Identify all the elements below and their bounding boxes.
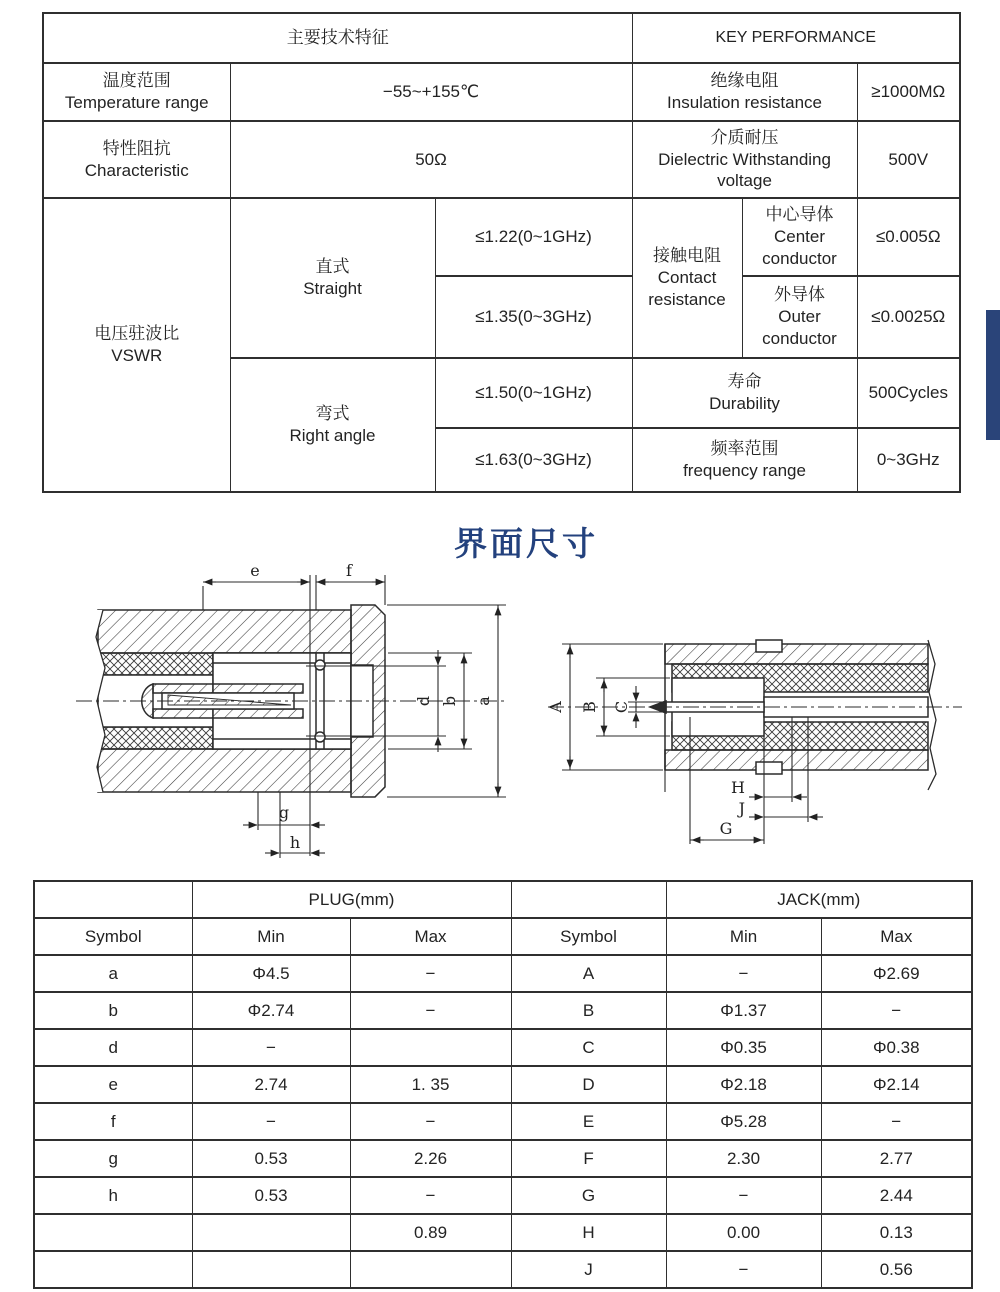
dim-table-cell: B bbox=[511, 992, 666, 1029]
dim-table-cell: b bbox=[34, 992, 192, 1029]
dim-table-cell: Φ5.28 bbox=[666, 1103, 821, 1140]
impedance-value: 50Ω bbox=[230, 121, 632, 198]
dim-table-cell: Φ0.38 bbox=[821, 1029, 972, 1066]
vswr-straight-label bbox=[230, 198, 435, 358]
vswr-right-angle-label-cn: 弯式 bbox=[315, 404, 350, 424]
dim-table-cell: 2.74 bbox=[192, 1066, 350, 1103]
vswr-right-angle-label-en: Right angle bbox=[289, 426, 376, 445]
spec-title-cn: 主要技术特征 bbox=[43, 13, 632, 63]
dim-table-cell: − bbox=[666, 955, 821, 992]
dim-table-cell: Φ2.14 bbox=[821, 1066, 972, 1103]
contact-resistance-label bbox=[632, 198, 742, 358]
impedance-label-en: Characteristic bbox=[84, 160, 189, 180]
plug-dim-label-a: a bbox=[474, 696, 493, 706]
dim-table-blank bbox=[511, 881, 666, 918]
dim-table-row bbox=[34, 1103, 972, 1140]
dim-table-cell: C bbox=[511, 1029, 666, 1066]
dim-table-cell: − bbox=[350, 1103, 511, 1140]
insulation-label-cn: 绝缘电阻 bbox=[710, 71, 779, 91]
dielectric-label-en: Dielectric Withstanding voltage bbox=[658, 149, 831, 191]
dim-table-cell: Φ2.74 bbox=[192, 992, 350, 1029]
dim-table-cell bbox=[192, 1251, 350, 1288]
plug-cross-section-drawing bbox=[58, 553, 520, 871]
dim-table-cell: 1. 35 bbox=[350, 1066, 511, 1103]
insulation-value: ≥1000MΩ bbox=[857, 63, 960, 121]
durability-value: 500Cycles bbox=[857, 358, 960, 428]
vswr-straight-label-en: Straight bbox=[303, 279, 362, 298]
plug-dim-label-e: e bbox=[250, 561, 260, 580]
jack-group-header: JACK(mm) bbox=[666, 881, 972, 918]
dielectric-value: 500V bbox=[857, 121, 960, 198]
jack-dim-label-B: B bbox=[580, 701, 599, 713]
dim-table-cell: H bbox=[511, 1214, 666, 1251]
dim-table-cell: − bbox=[350, 955, 511, 992]
dim-table-cell: − bbox=[821, 992, 972, 1029]
dim-table-cell: − bbox=[666, 1251, 821, 1288]
dim-table-cell: G bbox=[511, 1177, 666, 1214]
dim-table-cell bbox=[34, 1251, 192, 1288]
vswr-straight-label-cn: 直式 bbox=[315, 257, 350, 277]
outer-conductor-label-en: Outer conductor bbox=[762, 307, 837, 348]
vswr-straight-value-1: ≤1.22(0~1GHz) bbox=[435, 198, 632, 276]
dim-table-cell: Φ4.5 bbox=[192, 955, 350, 992]
vswr-straight-value-2: ≤1.35(0~3GHz) bbox=[435, 276, 632, 358]
insulation-label bbox=[632, 63, 857, 121]
durability-label-cn: 寿命 bbox=[727, 372, 762, 392]
vswr-label bbox=[43, 198, 230, 492]
dim-table-body bbox=[34, 955, 972, 1288]
dim-table-cell: Φ0.35 bbox=[666, 1029, 821, 1066]
dim-table-row bbox=[34, 1140, 972, 1177]
dim-table-row bbox=[34, 1214, 972, 1251]
dim-table-cell bbox=[350, 1029, 511, 1066]
dim-table-cell: 0.53 bbox=[192, 1140, 350, 1177]
dim-table-cell bbox=[350, 1251, 511, 1288]
frequency-label-en: frequency range bbox=[683, 461, 806, 480]
dim-table-cell: 2.26 bbox=[350, 1140, 511, 1177]
plug-dim-label-b: b bbox=[440, 695, 459, 707]
dim-table-cell: g bbox=[34, 1140, 192, 1177]
dim-table-cell: − bbox=[350, 992, 511, 1029]
durability-label bbox=[632, 358, 857, 428]
dim-table-cell: f bbox=[34, 1103, 192, 1140]
dim-table-cell: Φ2.69 bbox=[821, 955, 972, 992]
jack-dim-label-H: H bbox=[731, 778, 745, 797]
outer-conductor-label-cn: 外导体 bbox=[774, 285, 826, 305]
dim-table-cell: 2.44 bbox=[821, 1177, 972, 1214]
dim-table-cell: − bbox=[821, 1103, 972, 1140]
section-heading: 界面尺寸 bbox=[454, 525, 598, 562]
dim-table-cell: − bbox=[350, 1177, 511, 1214]
dim-table-row bbox=[34, 1177, 972, 1214]
jack-body bbox=[650, 640, 952, 790]
spec-table bbox=[42, 12, 961, 493]
dim-table-cell: 0.13 bbox=[821, 1214, 972, 1251]
contact-resistance-label-en: Contact resistance bbox=[648, 268, 726, 309]
dim-table-cell: − bbox=[666, 1177, 821, 1214]
dim-table-cell: h bbox=[34, 1177, 192, 1214]
jack-dim-label-A: A bbox=[546, 701, 565, 713]
plug-group-header: PLUG(mm) bbox=[192, 881, 511, 918]
dim-table-cell: D bbox=[511, 1066, 666, 1103]
spec-title-en: KEY PERFORMANCE bbox=[632, 13, 960, 63]
dim-table-row bbox=[34, 1251, 972, 1288]
col-header-min-jack: Min bbox=[666, 918, 821, 955]
frequency-label bbox=[632, 428, 857, 492]
dim-table-cell: − bbox=[192, 1029, 350, 1066]
dim-table-row bbox=[34, 1029, 972, 1066]
impedance-label bbox=[43, 121, 230, 198]
temperature-label-en: Temperature range bbox=[64, 93, 209, 112]
dim-table-cell: J bbox=[511, 1251, 666, 1288]
dim-table-cell: Φ1.37 bbox=[666, 992, 821, 1029]
center-conductor-label-en: Center conductor bbox=[762, 227, 837, 268]
col-header-max-plug: Max bbox=[350, 918, 511, 955]
dim-table-row bbox=[34, 1066, 972, 1103]
dim-table-cell: A bbox=[511, 955, 666, 992]
plug-dim-label-h: h bbox=[289, 833, 301, 852]
dim-table-cell: d bbox=[34, 1029, 192, 1066]
frequency-value: 0~3GHz bbox=[857, 428, 960, 492]
dim-table-cell: 2.77 bbox=[821, 1140, 972, 1177]
outer-conductor-value: ≤0.0025Ω bbox=[857, 276, 960, 358]
contact-resistance-label-cn: 接触电阻 bbox=[653, 246, 722, 266]
dim-table-cell bbox=[192, 1214, 350, 1251]
vswr-label-cn: 电压驻波比 bbox=[94, 324, 180, 344]
vswr-right-angle-value-1: ≤1.50(0~1GHz) bbox=[435, 358, 632, 428]
dim-table-cell: 0.89 bbox=[350, 1214, 511, 1251]
dim-table-cell: − bbox=[192, 1103, 350, 1140]
col-header-max-jack: Max bbox=[821, 918, 972, 955]
temperature-value: −55~+155℃ bbox=[230, 63, 632, 121]
dielectric-label bbox=[632, 121, 857, 198]
center-conductor-value: ≤0.005Ω bbox=[857, 198, 960, 276]
dim-table-row bbox=[34, 992, 972, 1029]
jack-dim-label-G: G bbox=[719, 819, 733, 838]
dim-table-cell: 0.53 bbox=[192, 1177, 350, 1214]
temperature-label bbox=[43, 63, 230, 121]
dim-table-cell: 0.56 bbox=[821, 1251, 972, 1288]
jack-dim-label-C: C bbox=[612, 700, 631, 714]
jack-cross-section-drawing bbox=[540, 612, 970, 857]
col-header-symbol-plug: Symbol bbox=[34, 918, 192, 955]
plug-dim-label-g: g bbox=[278, 803, 290, 822]
dim-table-cell: 2.30 bbox=[666, 1140, 821, 1177]
jack-dim-label-J: J bbox=[738, 799, 745, 818]
plug-dim-label-d: d bbox=[414, 695, 433, 707]
col-header-min-plug: Min bbox=[192, 918, 350, 955]
col-header-symbol-jack: Symbol bbox=[511, 918, 666, 955]
dim-table-corner-blank bbox=[34, 881, 192, 918]
plug-dim-label-f: f bbox=[346, 561, 352, 580]
dielectric-label-cn: 介质耐压 bbox=[710, 127, 779, 147]
dim-table-cell: 0.00 bbox=[666, 1214, 821, 1251]
dim-table-cell: E bbox=[511, 1103, 666, 1140]
center-conductor-label-cn: 中心导体 bbox=[765, 205, 834, 225]
vswr-right-angle-label bbox=[230, 358, 435, 492]
durability-label-en: Durability bbox=[709, 394, 780, 413]
dim-table-cell bbox=[34, 1214, 192, 1251]
dim-table-cell: a bbox=[34, 955, 192, 992]
temperature-label-cn: 温度范围 bbox=[102, 71, 171, 91]
frequency-label-cn: 频率范围 bbox=[710, 439, 779, 459]
page-edge-tab bbox=[986, 310, 1000, 440]
vswr-right-angle-value-2: ≤1.63(0~3GHz) bbox=[435, 428, 632, 492]
impedance-label-cn: 特性阻抗 bbox=[102, 138, 171, 158]
dim-table-cell: Φ2.18 bbox=[666, 1066, 821, 1103]
dim-table-cell: F bbox=[511, 1140, 666, 1177]
dim-table-cell: e bbox=[34, 1066, 192, 1103]
dim-table-row bbox=[34, 955, 972, 992]
outer-conductor-label bbox=[742, 276, 857, 358]
center-conductor-label bbox=[742, 198, 857, 276]
dimension-table bbox=[33, 880, 973, 1289]
insulation-label-en: Insulation resistance bbox=[667, 93, 822, 112]
vswr-label-en: VSWR bbox=[111, 346, 163, 365]
